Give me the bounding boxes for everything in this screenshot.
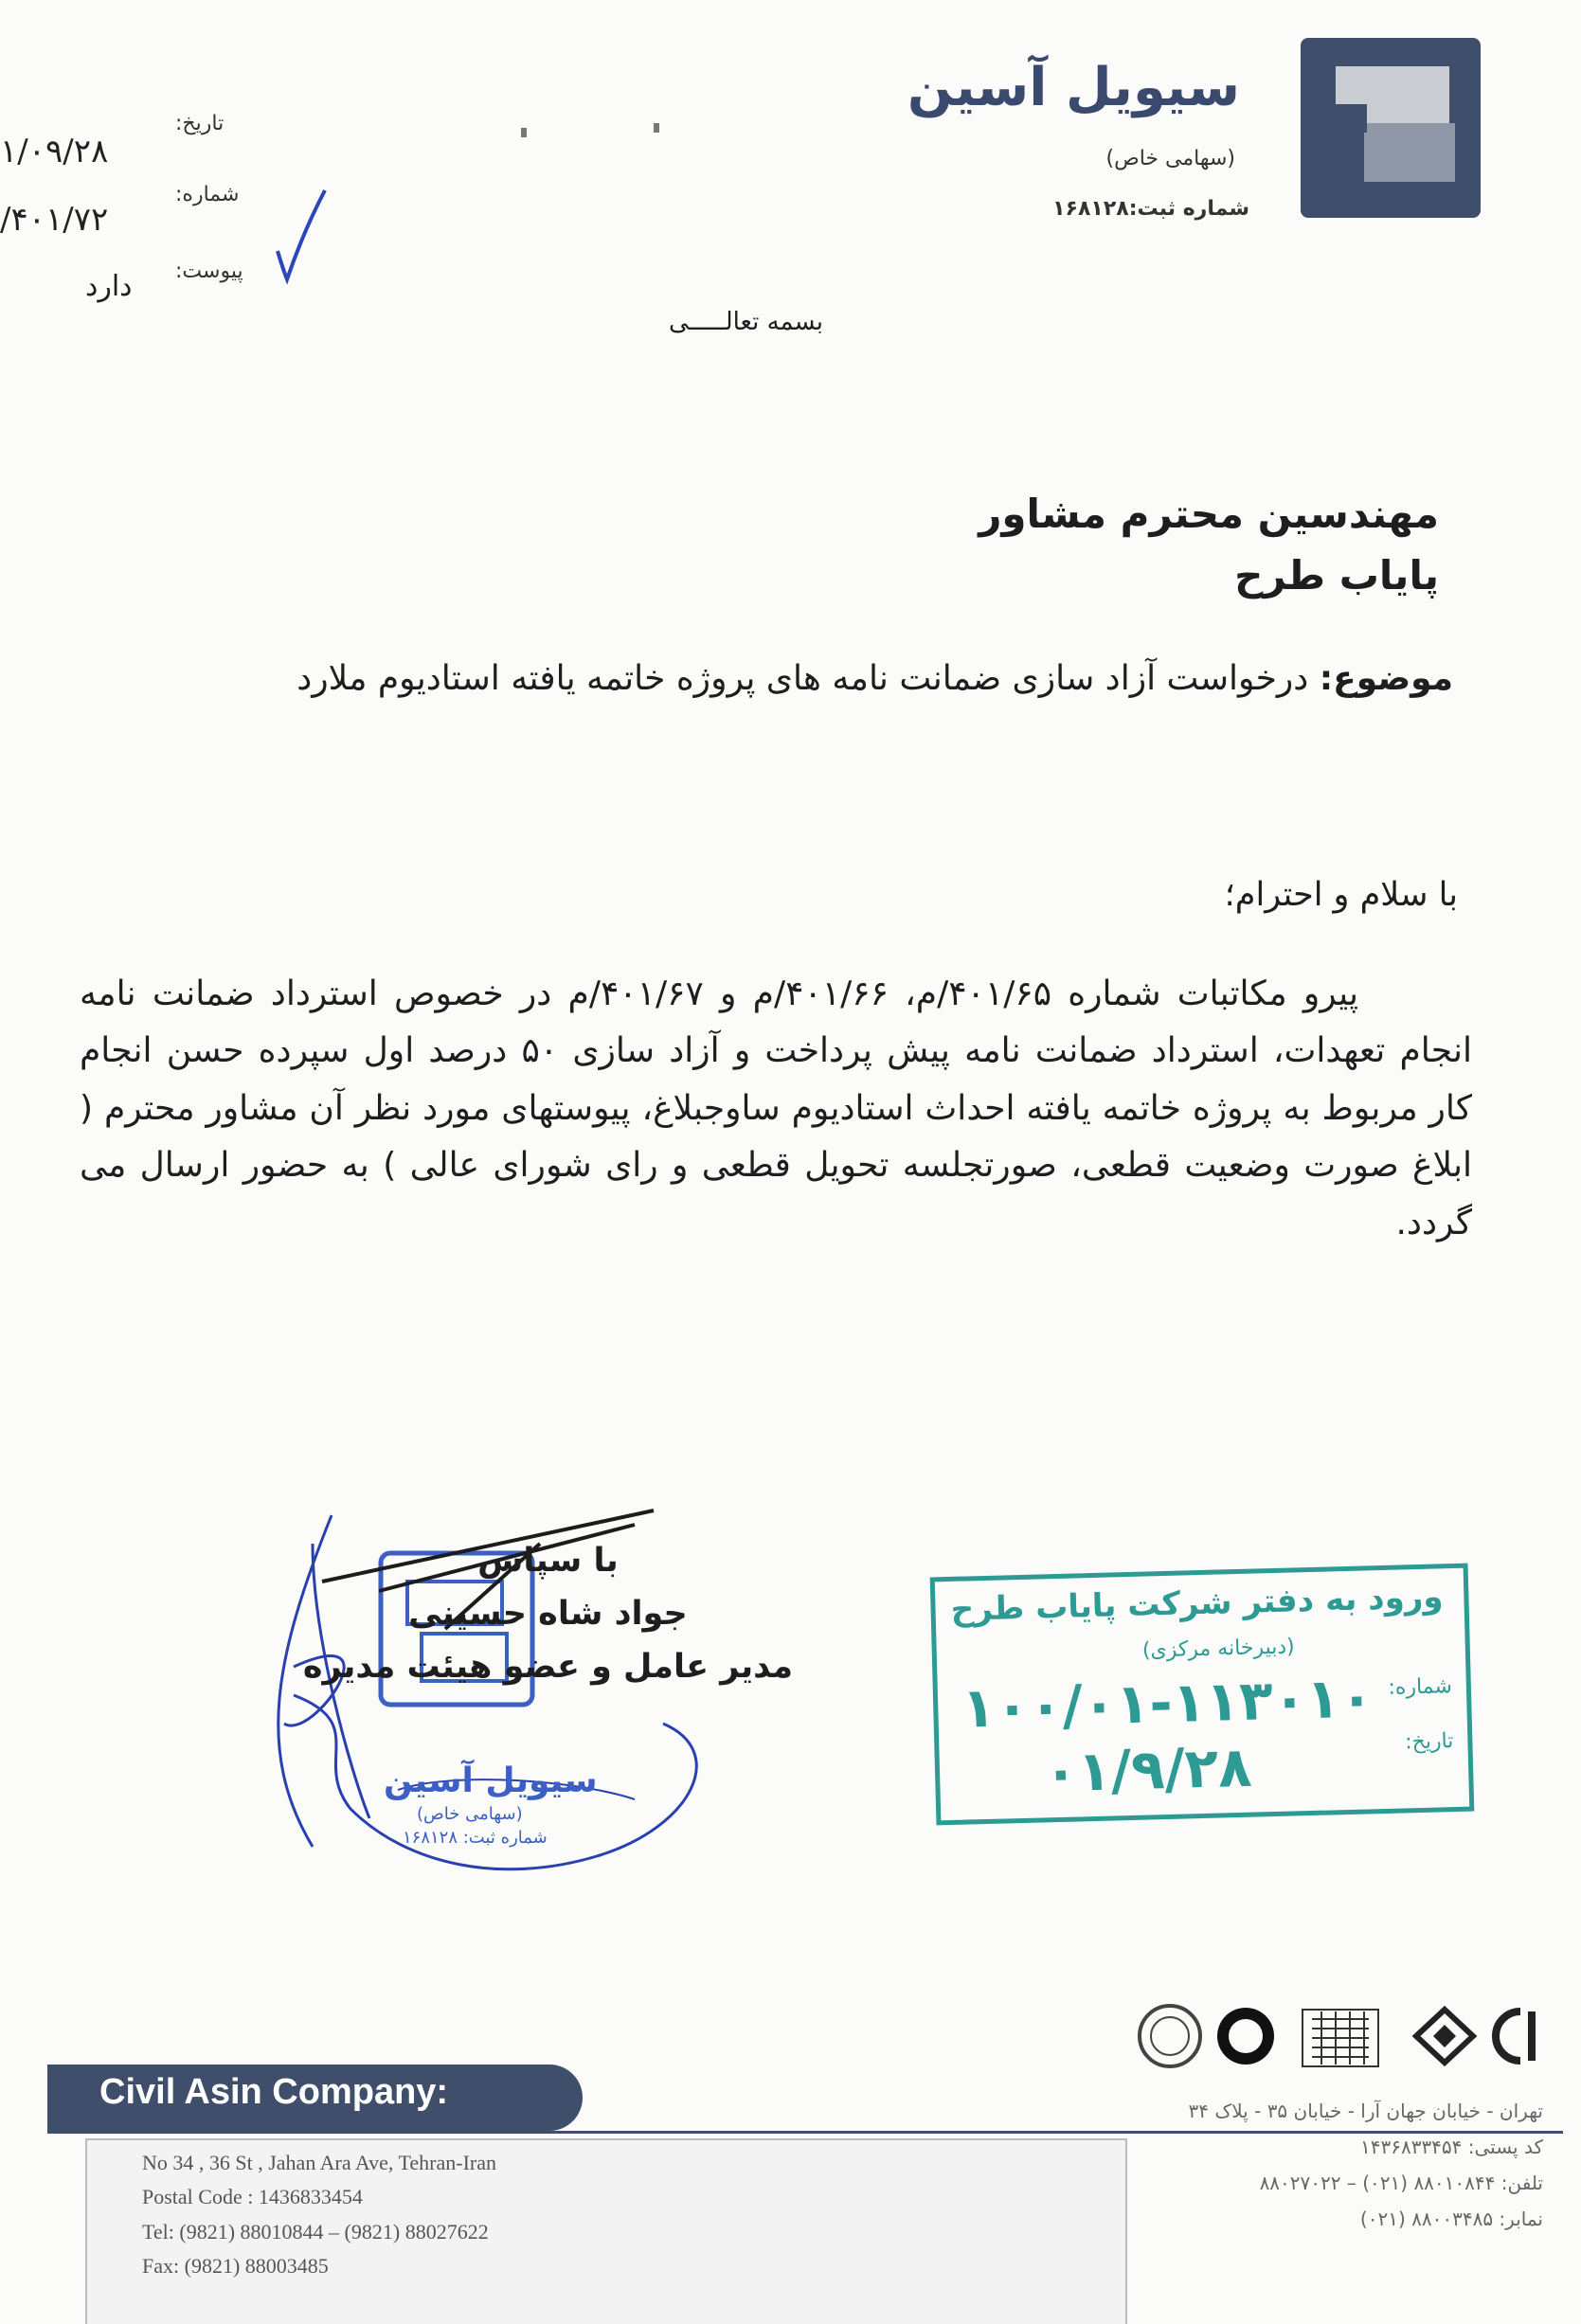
footer-address-en xyxy=(142,2146,496,2283)
company-name: سیویل آسین xyxy=(907,57,1240,118)
letter-body: پیرو مکاتبات شماره ۴۰۱/۶۵/م، ۴۰۱/۶۶/م و ۴۰۱/۶۷/م در خصوص استرداد ضمانت نامه انجام تعهدات، استرداد ضمانت نامه پیش پرداخت و آزاد سازی ۵۰ درصد اول سپرده حسن انجام کار مربوط به پروژه خاتمه یافته احداث استادیوم ساوجبلاغ، پیوستهای مورد نظر آن مشاور محترم ( ابلاغ صورت وضعیت قطعی، صورتجلسه تحویل قطعی و رای شورای عالی ) به حضور ارسال می گردد. xyxy=(80,974,1473,1242)
company-stamp-type: (سهامی خاص) xyxy=(417,1804,523,1824)
subject xyxy=(108,653,1453,705)
attachment-value: دارد xyxy=(85,270,133,303)
recipient xyxy=(979,483,1439,606)
checkmark-icon xyxy=(270,185,327,289)
scan-mark xyxy=(654,123,659,133)
date-label: تاریخ: xyxy=(175,112,225,135)
recipient-line-1: مهندسین محترم مشاور xyxy=(979,491,1439,537)
attachment-label: پیوست: xyxy=(175,259,243,283)
footer-address-fa xyxy=(1189,2093,1544,2237)
iso-logo-icon xyxy=(1140,2006,1200,2066)
received-number-label: شماره: xyxy=(1388,1674,1453,1700)
logo-block-notch xyxy=(1321,104,1367,133)
postal-code: Postal Code : 1436833454 xyxy=(142,2185,363,2209)
subject-label: موضوع: xyxy=(1319,659,1453,698)
basmala: بسمه تعالـــــی xyxy=(668,308,823,336)
number-value: /۴۰۱/۷۲ xyxy=(0,201,109,239)
company-stamp-reg: شماره ثبت: ۱۶۸۱۲۸ xyxy=(403,1828,548,1848)
fax: Fax: (9821) 88003485 xyxy=(142,2253,329,2278)
received-stamp xyxy=(930,1564,1475,1826)
greeting: با سلام و احترام؛ xyxy=(1224,876,1458,914)
received-stamp-title: ورود به دفتر شرکت پایاب طرح xyxy=(950,1578,1444,1629)
telephone-fa: تلفن: ۸۸۰۱۰۸۴۴ (۰۲۱) – ۸۸۰۲۷۰۲۲ xyxy=(1259,2172,1543,2194)
signature-closing: با سپاس xyxy=(477,1542,619,1580)
registration-number: شماره ثبت:۱۶۸۱۲۸ xyxy=(1052,197,1249,221)
c-logo-icon xyxy=(1496,2011,1520,2061)
recipient-line-2: پایاب طرح xyxy=(1234,552,1439,599)
telephone: Tel: (9821) 88010844 – (9821) 88027622 xyxy=(142,2219,489,2244)
address-line-fa: تهران - خیابان جهان آرا - خیابان ۳۵ - پلاک ۳۴ xyxy=(1188,2100,1543,2122)
signatory-title: مدیر عامل و عضو هیئت مدیره xyxy=(302,1648,793,1686)
subject-text: درخواست آزاد سازی ضمانت نامه های پروژه خاتمه یافته استادیوم ملارد xyxy=(296,659,1309,698)
certification-logos xyxy=(1132,1998,1549,2074)
received-number-value: ۱۰۰/۰۱-۱۱۳۰۱۰ xyxy=(961,1665,1374,1741)
logo-block-mid xyxy=(1364,123,1455,182)
company-stamp-name: سیویل آسین xyxy=(384,1761,598,1800)
company-type: (سهامی خاص) xyxy=(1105,147,1235,170)
received-date-label: تاریخ: xyxy=(1404,1729,1454,1755)
address-line: No 34 , 36 St , Jahan Ara Ave, Tehran-Iran xyxy=(142,2151,496,2174)
received-date-value: ۰۱/۹/۲۸ xyxy=(1043,1734,1253,1805)
signature-block xyxy=(303,1534,793,1693)
number-label: شماره: xyxy=(175,183,240,206)
fax-fa: نمابر: ۸۸۰۰۳۴۸۵ (۰۲۱) xyxy=(1359,2208,1543,2230)
postal-code-fa: کد پستی: ۱۴۳۶۸۳۳۴۵۴ xyxy=(1359,2136,1543,2158)
scan-mark xyxy=(521,128,527,137)
date-value: ۱/۰۹/۲۸ xyxy=(0,133,109,170)
received-stamp-subtitle: (دبیرخانه مرکزی) xyxy=(1141,1635,1296,1663)
signatory-name: جواد شاه حسینی xyxy=(408,1595,688,1633)
footer-title: Civil Asin Company: xyxy=(99,2072,449,2112)
